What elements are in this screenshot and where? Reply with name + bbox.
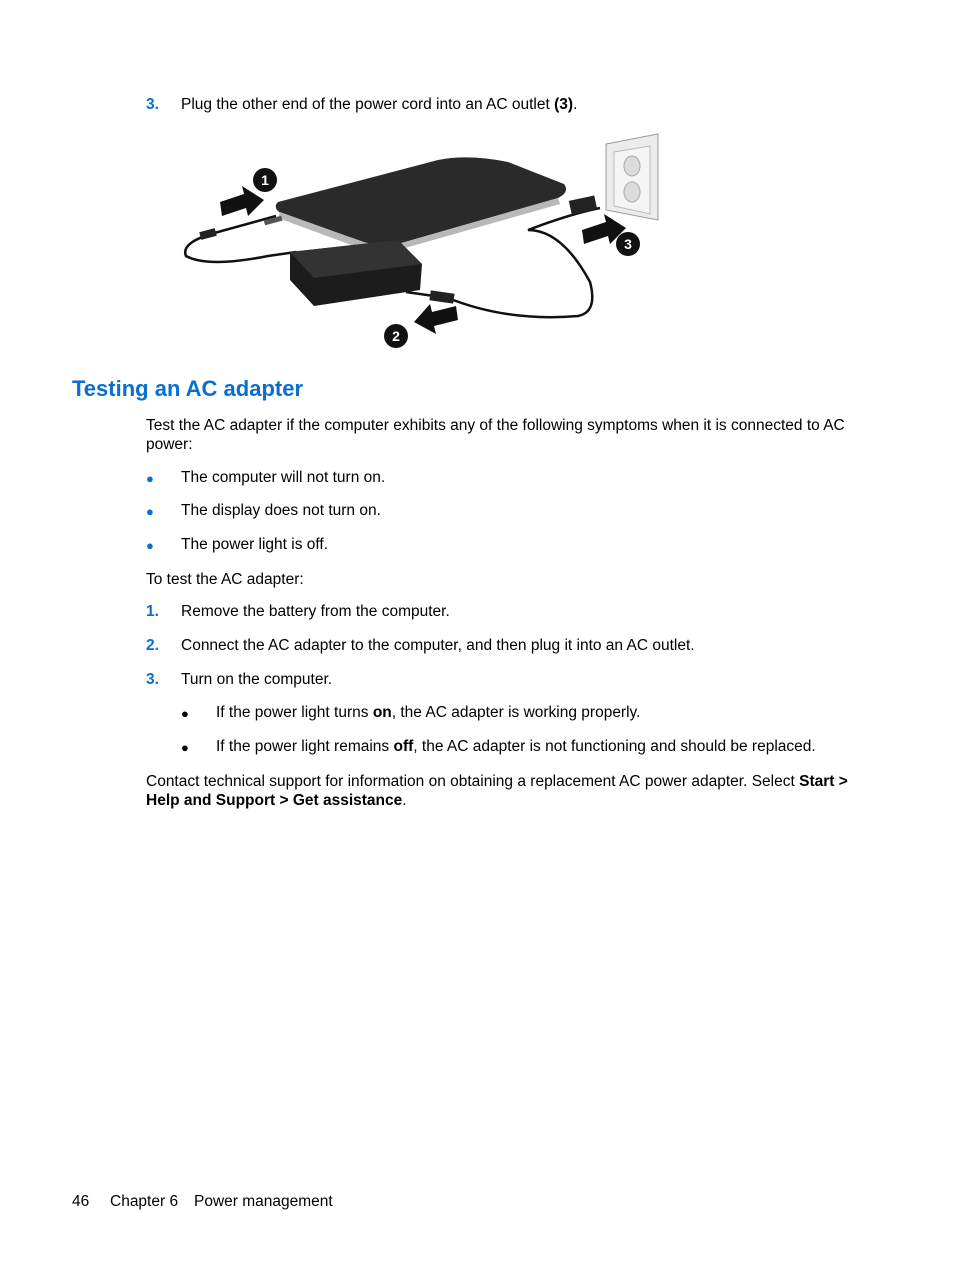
step-number: 3. <box>146 96 159 113</box>
connection-figure <box>178 132 668 354</box>
step-text: Remove the battery from the computer. <box>181 603 450 620</box>
menu-path: Start > Help and Support > Get assistance <box>146 773 848 809</box>
symptom-item: The power light is off. <box>181 536 329 553</box>
footer-title: Power management <box>194 1193 333 1210</box>
callout-2 <box>384 324 408 348</box>
ac-adapter-icon <box>290 240 422 306</box>
intro-paragraph: Test the AC adapter if the computer exhibits any of the following symptoms when it is connected to AC power: <box>146 417 845 453</box>
laptop-icon <box>276 157 566 251</box>
step-number: 3. <box>146 671 159 688</box>
step-number: 2. <box>146 637 159 654</box>
callout-1 <box>253 168 277 192</box>
step-text: Connect the AC adapter to the computer, and then plug it into an AC outlet. <box>181 637 695 654</box>
bullet-icon: ● <box>146 504 154 519</box>
section-heading: Testing an AC adapter <box>72 376 304 401</box>
svg-text:2: 2 <box>392 328 400 344</box>
svg-text:1: 1 <box>261 172 269 188</box>
svg-text:3: 3 <box>624 236 632 252</box>
callout-3 <box>616 232 640 256</box>
bullet-icon: ● <box>181 740 189 755</box>
footer-chapter: Chapter 6 <box>110 1193 179 1210</box>
bullet-icon: ● <box>181 706 189 721</box>
wall-outlet-icon <box>606 134 658 220</box>
bullet-icon: ● <box>146 538 154 553</box>
sub-bullet-item: If the power light remains off, the AC adapter is not functioning and should be replaced. <box>216 738 816 755</box>
lead-in-text: To test the AC adapter: <box>146 571 304 588</box>
sub-bullet-item: If the power light turns on, the AC adapter is working properly. <box>216 704 641 721</box>
page-number: 46 <box>72 1193 90 1210</box>
step-text: Plug the other end of the power cord into an AC outlet (3). <box>181 96 578 113</box>
contact-paragraph: Contact technical support for information on obtaining a replacement AC power adapter. Select Start > Help and Support > Get assistance. <box>146 773 848 809</box>
step-text: Turn on the computer. <box>181 671 333 688</box>
step-number: 1. <box>146 603 159 620</box>
symptom-item: The computer will not turn on. <box>181 469 386 486</box>
symptom-item: The display does not turn on. <box>181 502 381 519</box>
bullet-icon: ● <box>146 471 154 486</box>
